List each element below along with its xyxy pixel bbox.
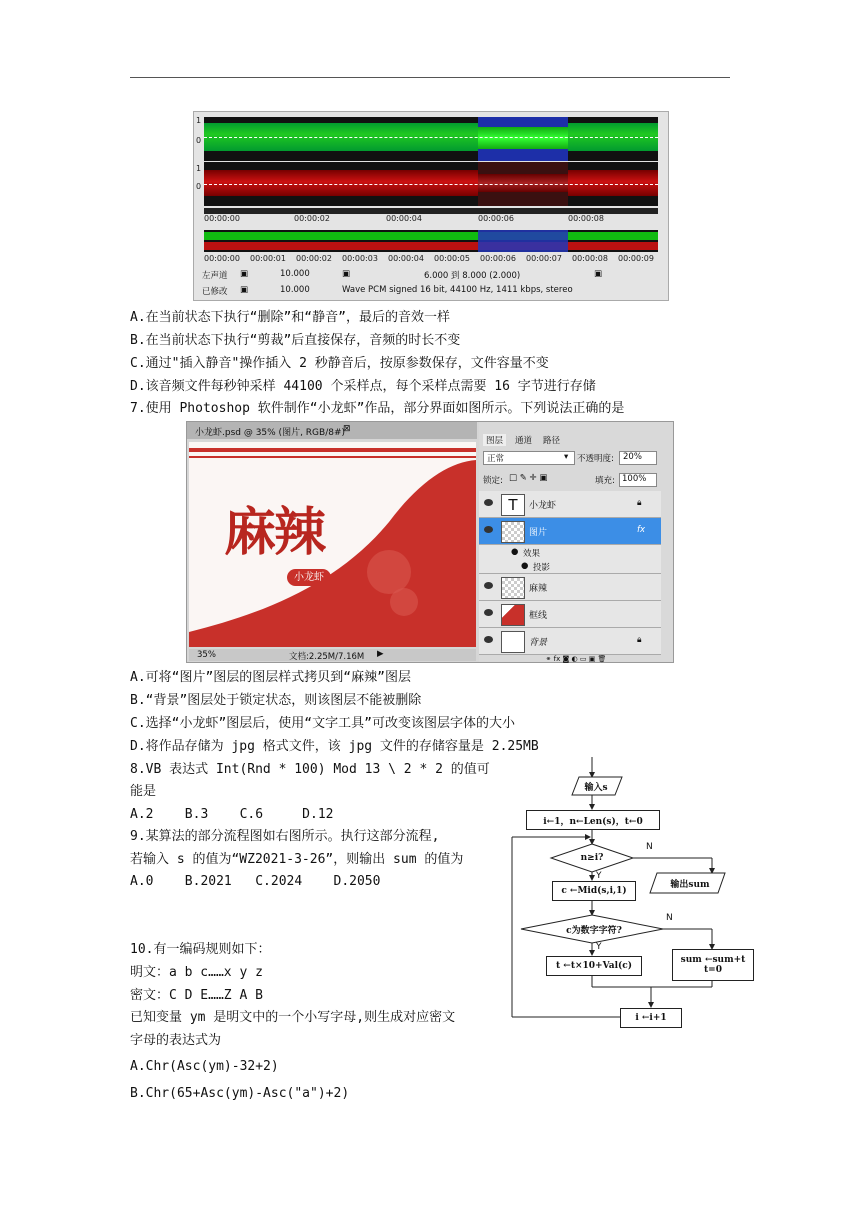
timeline-label: 00:00:06: [478, 214, 514, 223]
overview-tick: 00:00:06: [480, 254, 516, 263]
init-node: i←1，n←Len(s)，t←0: [526, 810, 660, 830]
layer-row-beijing[interactable]: [479, 628, 661, 655]
document-tab[interactable]: [187, 422, 477, 439]
eye-icon[interactable]: [484, 609, 493, 616]
shadow-label: 投影: [533, 563, 551, 573]
q10-option-a: A.Chr(Asc(ym)-32+2): [130, 1059, 279, 1074]
info-icon: ▣: [240, 285, 249, 295]
fill-label: 填充:: [595, 476, 615, 486]
tab-layers[interactable]: 图层: [483, 434, 506, 446]
canvas[interactable]: [189, 442, 476, 647]
lock-icons[interactable]: □ ✎ ✛ ▣: [509, 473, 548, 483]
status-selection: 6.000 到 8.000 (2.000): [424, 271, 521, 281]
status-row-1: [194, 269, 668, 283]
layer-name: 图片: [529, 528, 548, 538]
play-icon[interactable]: ▶: [377, 649, 384, 659]
status-bar: [189, 649, 476, 661]
sum-node: [672, 949, 754, 981]
overview-tick: 00:00:00: [204, 254, 240, 263]
layer-thumbnail: [501, 577, 525, 599]
q8-options: A.2 B.3 C.6 D.12: [130, 807, 334, 822]
q6-option-b: B.在当前状态下执行“剪裁”后直接保存，音频的时长不变: [130, 333, 461, 348]
q9-line1: 9.某算法的部分流程图如右图所示。执行这部分流程,: [130, 829, 440, 844]
layer-row-tupian[interactable]: [479, 518, 661, 545]
drop-shadow-row[interactable]: [479, 559, 661, 574]
timeline-ruler: [204, 214, 658, 226]
info-icon: ▣: [594, 269, 603, 279]
info-icon: ▣: [342, 269, 351, 279]
layer-name: 小龙虾: [529, 501, 557, 511]
tab-paths[interactable]: 路径: [543, 436, 561, 446]
eye-icon[interactable]: [484, 499, 493, 506]
overview-tick: 00:00:05: [434, 254, 470, 263]
layers-panel: [479, 422, 673, 662]
output-node: 输出sum: [670, 879, 710, 890]
q7-option-d: D.将作品存储为 jpg 格式文件，该 jpg 文件的存储容量是 2.25MB: [130, 739, 539, 754]
channel-scale-mid-2: 0: [196, 182, 202, 191]
blend-mode-value: 正常: [487, 454, 505, 464]
q8-line1: 8.VB 表达式 Int(Rnd * 100) Mod 13 \ 2 * 2 的值可: [130, 762, 490, 777]
fx-icon[interactable]: fx: [637, 525, 646, 535]
channel-scale-mid: 0: [196, 136, 202, 145]
overview-tick: 00:00:08: [572, 254, 608, 263]
left-channel-track: [204, 117, 658, 161]
flowchart: [508, 757, 758, 1047]
lock-label: 锁定:: [483, 476, 503, 486]
q6-option-a: A.在当前状态下执行“删除”和“静音”，最后的音效一样: [130, 310, 450, 325]
status-format: Wave PCM signed 16 bit, 44100 Hz, 1411 kbps, stereo: [342, 285, 573, 295]
info-icon: ▣: [240, 269, 249, 279]
overview-tick: 00:00:01: [250, 254, 286, 263]
layer-thumbnail: [501, 631, 525, 653]
fill-input[interactable]: [619, 473, 657, 487]
opacity-value: 20%: [623, 452, 642, 462]
eye-icon[interactable]: ●: [511, 547, 519, 557]
right-channel-track: [204, 162, 658, 206]
zoom-level[interactable]: 35%: [197, 650, 216, 660]
layer-row-mala[interactable]: [479, 574, 661, 601]
q8-line2: 能是: [130, 784, 157, 799]
q10-line2: 明文：a b c……x y z: [130, 965, 263, 980]
overview-track[interactable]: [204, 230, 658, 252]
q10-line4: 已知变量 ym 是明文中的一个小写字母,则生成对应密文: [130, 1010, 456, 1025]
overview-tick: 00:00:02: [296, 254, 332, 263]
fill-value: 100%: [622, 474, 647, 484]
calc-node: t ←t×10+Val(c): [546, 956, 642, 976]
channel-scale-top-2: 1: [196, 164, 202, 173]
text-layer-icon: T: [501, 494, 525, 516]
q9-line2: 若输入 s 的值为“WZ2021-3-26”，则输出 sum 的值为: [130, 852, 464, 867]
yes-label: Y: [596, 871, 602, 881]
q7-option-b: B.“背景”图层处于锁定状态，则该图层不能被删除: [130, 693, 422, 708]
q7-option-c: C.选择“小龙虾”图层后，使用“文字工具”可改变该图层字体的大小: [130, 716, 515, 731]
audio-editor-screenshot: [193, 111, 669, 301]
panel-footer-icons[interactable]: ⚭ fx ◙ ◐ ▭ ▣ 🗑︎: [545, 655, 607, 663]
close-icon[interactable]: ⊠: [343, 424, 351, 434]
input-node: 输入s: [584, 782, 608, 793]
status-label: 已修改: [202, 287, 228, 297]
effects-row[interactable]: [479, 545, 661, 559]
status-total: 10.000: [280, 269, 310, 279]
sum-line2: t=0: [704, 965, 722, 975]
status-label: 左声道: [202, 271, 228, 281]
eye-icon[interactable]: ●: [521, 561, 529, 571]
effects-label: 效果: [523, 549, 541, 559]
layer-name: 麻辣: [529, 584, 548, 594]
q6-option-d: D.该音频文件每秒钟采样 44100 个采样点，每个采样点需要 16 字节进行存储: [130, 379, 596, 394]
lock-icon: 🔒︎: [637, 635, 642, 645]
document-tab-title: 小龙虾.psd @ 35% (图片, RGB/8#): [195, 428, 346, 438]
layer-thumbnail: [501, 604, 525, 626]
status-total: 10.000: [280, 285, 310, 295]
chevron-down-icon: ▾: [564, 452, 569, 462]
cond1-node: n≥i?: [580, 853, 604, 863]
no-label: N: [646, 842, 653, 852]
layer-name: 背景: [529, 638, 548, 648]
q10-line3: 密文：C D E……Z A B: [130, 988, 263, 1003]
timeline-label: 00:00:08: [568, 214, 604, 223]
canvas-subtitle: 小龙虾: [287, 569, 331, 586]
photoshop-screenshot: [186, 421, 674, 663]
timeline-label: 00:00:02: [294, 214, 330, 223]
channel-scale-top: 1: [196, 116, 202, 125]
q9-options: A.0 B.2021 C.2024 D.2050: [130, 874, 381, 889]
overview-ruler: [204, 254, 658, 264]
lock-icon: 🔒︎: [637, 498, 642, 508]
inc-node: i ←i+1: [620, 1008, 682, 1028]
no-label: N: [666, 913, 673, 923]
tab-channels[interactable]: 通道: [515, 436, 533, 446]
q10-line1: 10.有一编码规则如下：: [130, 942, 271, 957]
eye-icon[interactable]: [484, 582, 493, 589]
overview-tick: 00:00:09: [618, 254, 654, 263]
canvas-title: 麻辣: [224, 502, 325, 563]
layer-row-kuangxian[interactable]: [479, 601, 661, 628]
blend-mode-select[interactable]: [483, 451, 575, 465]
overview-tick: 00:00:04: [388, 254, 424, 263]
doc-info: 文档:2.25M/7.16M: [289, 652, 365, 662]
flowchart-connectors: [508, 757, 758, 1047]
panel-tabs: [481, 434, 671, 446]
layer-thumbnail: [501, 521, 525, 543]
opacity-label: 不透明度:: [577, 454, 614, 464]
layer-name: 框线: [529, 611, 548, 621]
layer-row-xiaolongxia[interactable]: [479, 491, 661, 518]
overview-tick: 00:00:07: [526, 254, 562, 263]
header-rule: [130, 77, 730, 78]
opacity-input[interactable]: [619, 451, 657, 465]
q6-option-c: C.通过"插入静音"操作插入 2 秒静音后，按原参数保存，文件容量不变: [130, 356, 549, 371]
q7-stem: 7.使用 Photoshop 软件制作“小龙虾”作品，部分界面如图所示。下列说法正确的是: [130, 401, 625, 416]
overview-tick: 00:00:03: [342, 254, 378, 263]
yes-label: Y: [596, 942, 602, 952]
sum-line1: sum ←sum+t: [680, 955, 746, 965]
cond2-node: c为数字字符?: [566, 925, 622, 936]
timeline-label: 00:00:04: [386, 214, 422, 223]
status-row-2: [194, 285, 668, 299]
timeline-label: 00:00:00: [204, 214, 240, 223]
eye-icon[interactable]: [484, 526, 493, 533]
q10-option-b: B.Chr(65+Asc(ym)-Asc("a")+2): [130, 1086, 350, 1101]
eye-icon[interactable]: [484, 636, 493, 643]
mid-node: c ←Mid(s,i,1): [552, 881, 636, 901]
q10-line5: 字母的表达式为: [130, 1033, 222, 1048]
q7-option-a: A.可将“图片”图层的图层样式拷贝到“麻辣”图层: [130, 670, 411, 685]
